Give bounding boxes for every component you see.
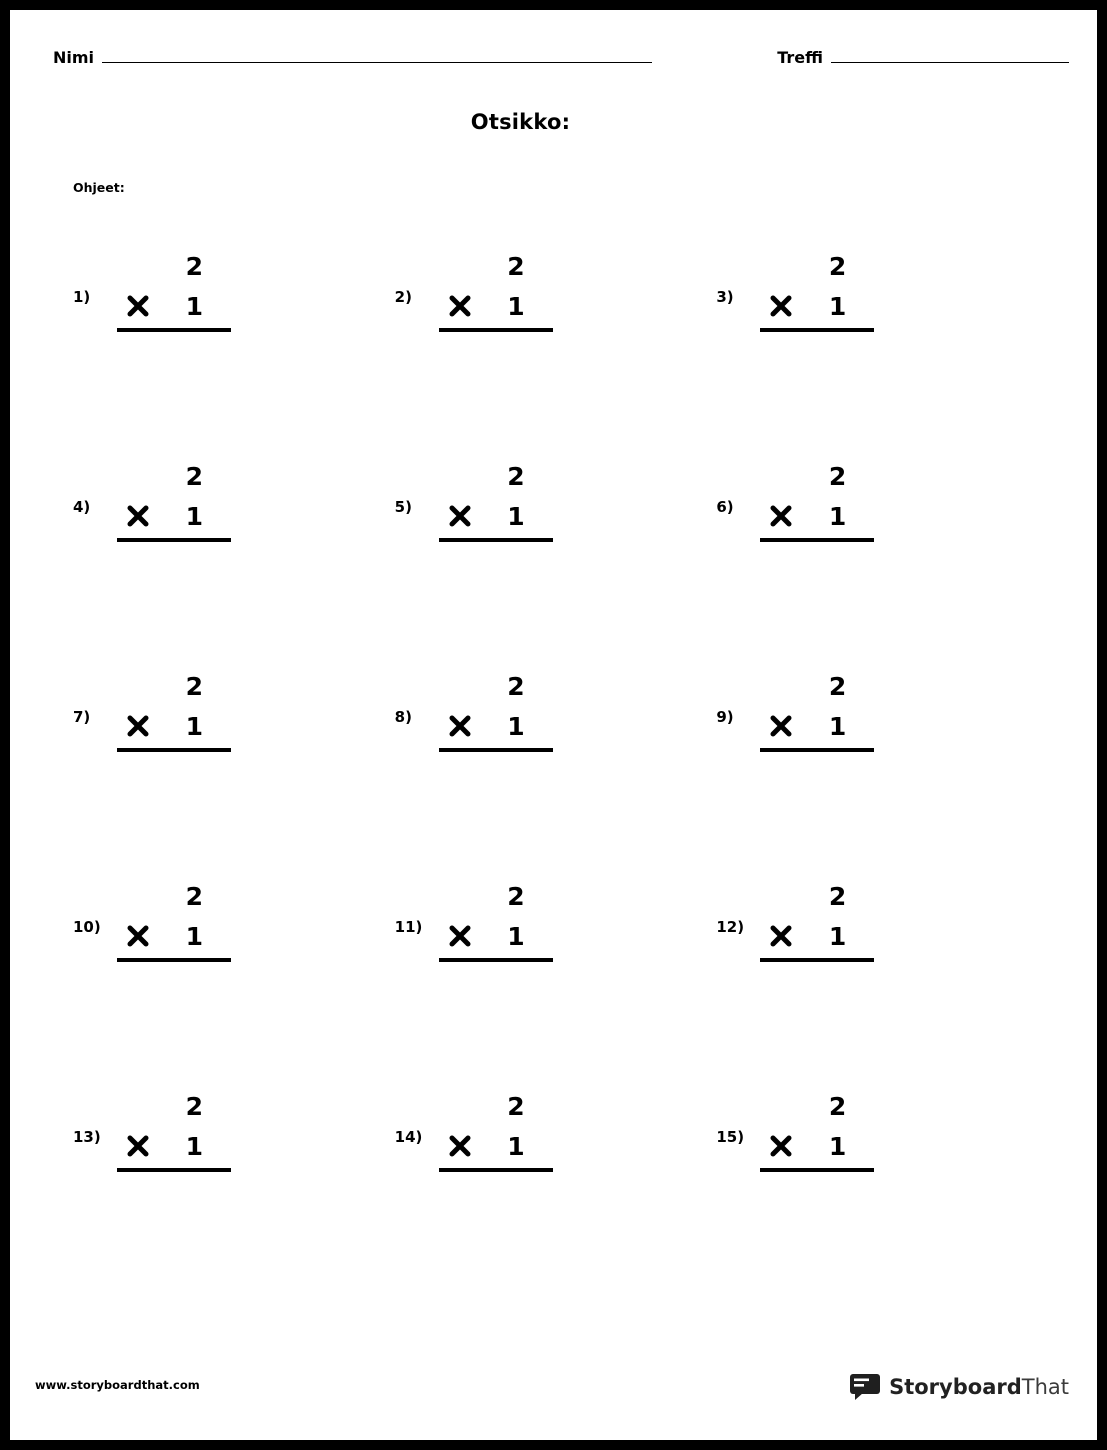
answer-line[interactable]: [760, 748, 874, 752]
problem-number: 3): [716, 288, 734, 306]
problem-number: 2): [394, 288, 412, 306]
problem-number: 15): [716, 1128, 745, 1146]
problems-grid: [73, 246, 1038, 1296]
multiplicand: 2: [507, 461, 525, 491]
multiplier-row: [760, 286, 880, 326]
problem-stack: [439, 246, 559, 332]
multiplicand-row: [760, 1086, 880, 1126]
problem-number: 4): [73, 498, 91, 516]
multiplier: 1: [828, 711, 847, 741]
problem-stack: [117, 666, 237, 752]
problem-stack: [439, 876, 559, 962]
problem-number: 6): [716, 498, 734, 516]
answer-line[interactable]: [760, 328, 874, 332]
multiplicand: 2: [828, 461, 847, 491]
multiplicand-row: [117, 1086, 237, 1126]
multiplication-problem: [73, 1086, 395, 1296]
multiplier-row: [117, 706, 237, 746]
multiplier: 1: [507, 711, 525, 741]
multiplier-row: [439, 706, 559, 746]
multiplication-problem: [716, 876, 1038, 1086]
multiplication-problem: [395, 876, 717, 1086]
multiplicand: 2: [185, 881, 203, 911]
answer-line[interactable]: [117, 1168, 231, 1172]
multiply-icon: [770, 715, 792, 737]
multiply-icon: [449, 925, 471, 947]
multiply-icon: [770, 925, 792, 947]
multiplicand-row: [117, 246, 237, 286]
multiplication-problem: [716, 1086, 1038, 1296]
name-label: Nimi: [53, 48, 95, 67]
multiplication-problem: [395, 1086, 717, 1296]
multiplicand: 2: [828, 1091, 847, 1121]
brand-name-first: Storyboard: [889, 1375, 1022, 1399]
problem-number: 5): [394, 498, 412, 516]
problem-stack: [760, 666, 880, 752]
multiply-icon: [127, 505, 149, 527]
multiplicand: 2: [828, 251, 847, 281]
multiplicand: 2: [507, 251, 525, 281]
multiplicand-row: [439, 456, 559, 496]
multiply-icon: [449, 505, 471, 527]
problem-stack: [760, 456, 880, 542]
multiplier: 1: [828, 921, 847, 951]
multiplication-problem: [73, 876, 395, 1086]
page-title-text: Otsikko:: [470, 110, 571, 134]
multiplicand: 2: [507, 881, 525, 911]
answer-line[interactable]: [439, 328, 553, 332]
date-label: Treffi: [777, 48, 823, 67]
multiplicand-row: [760, 666, 880, 706]
multiply-icon: [770, 295, 792, 317]
multiply-icon: [127, 715, 149, 737]
multiplicand: 2: [507, 671, 525, 701]
multiplication-problem: [716, 666, 1038, 876]
multiplicand: 2: [507, 1091, 525, 1121]
multiply-icon: [770, 505, 792, 527]
multiplier-row: [760, 1126, 880, 1166]
multiply-icon: [449, 715, 471, 737]
multiply-icon: [127, 295, 149, 317]
answer-line[interactable]: [760, 1168, 874, 1172]
multiplicand-row: [117, 666, 237, 706]
multiplier-row: [117, 496, 237, 536]
answer-line[interactable]: [439, 1168, 553, 1172]
multiply-icon: [127, 925, 149, 947]
multiplier-row: [117, 1126, 237, 1166]
speech-bubble-icon: [850, 1374, 880, 1400]
problem-stack: [117, 246, 237, 332]
date-write-line[interactable]: [831, 48, 1069, 63]
answer-line[interactable]: [760, 958, 874, 962]
brand-name: [889, 1375, 1069, 1399]
multiply-icon: [127, 1135, 149, 1157]
brand-name-second: That: [1021, 1375, 1069, 1399]
multiplier: 1: [507, 921, 525, 951]
problem-stack: [439, 456, 559, 542]
problem-stack: [117, 1086, 237, 1172]
multiplier: 1: [185, 501, 203, 531]
multiplier-row: [439, 1126, 559, 1166]
multiplier: 1: [507, 501, 525, 531]
problem-stack: [439, 1086, 559, 1172]
multiplier: 1: [185, 1131, 203, 1161]
problem-number: 1): [73, 288, 91, 306]
problem-stack: [760, 1086, 880, 1172]
problem-number: 14): [394, 1128, 423, 1146]
problem-number: 7): [73, 708, 91, 726]
name-write-line[interactable]: [102, 48, 652, 63]
multiplicand-row: [760, 246, 880, 286]
multiplication-problem: [716, 246, 1038, 456]
multiplier: 1: [507, 1131, 525, 1161]
problem-stack: [117, 456, 237, 542]
multiplier-row: [439, 916, 559, 956]
multiplier: 1: [185, 711, 203, 741]
multiplier-row: [117, 286, 237, 326]
answer-line[interactable]: [117, 958, 231, 962]
problem-stack: [439, 666, 559, 752]
page-title: [10, 110, 1097, 134]
multiplier-row: [117, 916, 237, 956]
multiplier: 1: [828, 501, 847, 531]
name-field: [53, 48, 652, 67]
multiplicand: 2: [185, 251, 203, 281]
multiplicand-row: [760, 456, 880, 496]
date-field: [777, 48, 1069, 67]
problem-number: 13): [73, 1128, 101, 1146]
multiplier-row: [439, 496, 559, 536]
problem-number: 9): [716, 708, 734, 726]
multiplicand-row: [117, 456, 237, 496]
multiplier: 1: [828, 1131, 847, 1161]
multiply-icon: [449, 1135, 471, 1157]
answer-line[interactable]: [439, 958, 553, 962]
problem-number: 12): [716, 918, 745, 936]
multiplication-problem: [73, 456, 395, 666]
multiplier-row: [760, 706, 880, 746]
problem-stack: [760, 876, 880, 962]
multiplicand: 2: [185, 1091, 203, 1121]
multiplicand-row: [439, 246, 559, 286]
problem-number: 10): [73, 918, 101, 936]
answer-line[interactable]: [117, 538, 231, 542]
multiplication-problem: [395, 666, 717, 876]
answer-line[interactable]: [760, 538, 874, 542]
multiplication-problem: [395, 246, 717, 456]
multiplicand-row: [439, 666, 559, 706]
multiplier: 1: [507, 291, 525, 321]
multiplicand-row: [760, 876, 880, 916]
answer-line[interactable]: [439, 748, 553, 752]
multiplier: 1: [828, 291, 847, 321]
worksheet-header: [10, 48, 1097, 78]
multiplicand: 2: [828, 881, 847, 911]
brand-logo: [850, 1374, 1069, 1400]
problem-number: 11): [394, 918, 423, 936]
problem-stack: [117, 876, 237, 962]
worksheet-page: [10, 10, 1097, 1440]
multiplication-problem: [395, 456, 717, 666]
multiplication-problem: [73, 666, 395, 876]
multiplicand-row: [117, 876, 237, 916]
multiplier-row: [439, 286, 559, 326]
multiply-icon: [449, 295, 471, 317]
multiplicand: 2: [828, 671, 847, 701]
answer-line[interactable]: [117, 328, 231, 332]
multiplier-row: [760, 496, 880, 536]
answer-line[interactable]: [117, 748, 231, 752]
multiplier: 1: [185, 291, 203, 321]
multiply-icon: [770, 1135, 792, 1157]
multiplication-problem: [73, 246, 395, 456]
problem-stack: [760, 246, 880, 332]
multiplier-row: [760, 916, 880, 956]
multiplication-problem: [716, 456, 1038, 666]
instructions-label: Ohjeet:: [73, 180, 125, 195]
multiplicand-row: [439, 1086, 559, 1126]
answer-line[interactable]: [439, 538, 553, 542]
multiplicand: 2: [185, 671, 203, 701]
multiplicand-row: [439, 876, 559, 916]
problem-number: 8): [394, 708, 412, 726]
multiplier: 1: [185, 921, 203, 951]
multiplicand: 2: [185, 461, 203, 491]
footer-url[interactable]: www.storyboardthat.com: [35, 1378, 200, 1392]
